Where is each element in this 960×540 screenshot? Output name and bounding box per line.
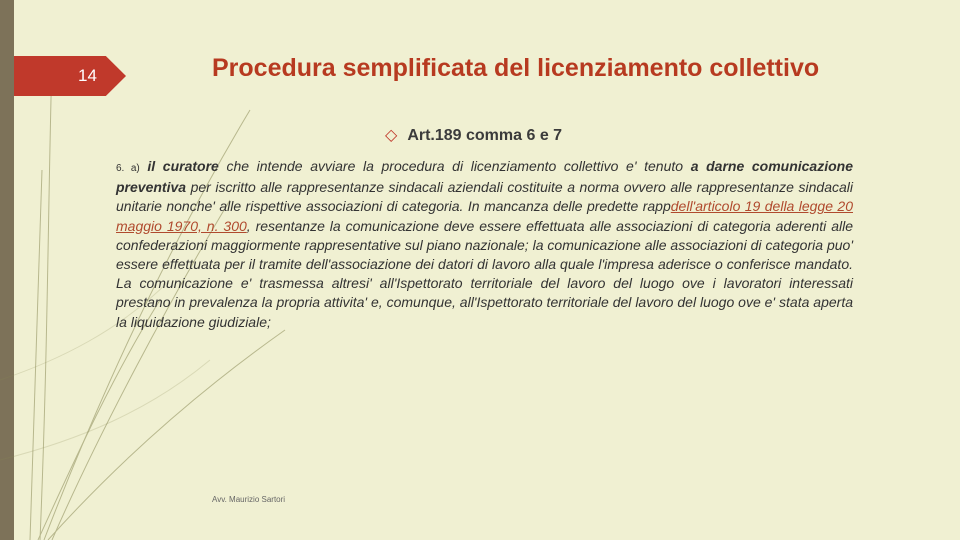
- footer-author: Avv. Maurizio Sartori: [212, 495, 286, 504]
- bold-comunicazione: a darne comunicazione preventiva: [116, 158, 853, 196]
- list-marker: 6. a): [116, 163, 140, 174]
- bold-curatore: il curatore: [147, 158, 219, 174]
- body-text-3: , resentanze la comunicazione deve essere effettuata alle associazioni di categoria aderenti alle confederazioni maggiormente rappresentative sul piano nazionale; la comunicazione alle associazioni di categoria puo' essere effettuata per il tramite dell'associazione dei datori di lavoro alla quale l'impresa aderisce o conferisce mandato. La comunicazione e' trasmessa altresi' all'Ispettorato territoriale del lavoro del luogo ove i lavoratori interessati prestano in prevalenza la propria attivita' e, comunque, all'Ispettorato territoriale del lavoro del luogo ove e' stata aperta la liquidazione giudiziale;: [116, 217, 853, 330]
- body-text-2: per iscritto alle rappresentanze sindacali aziendali costituite a norma ovvero alle rappresentanze sindacali unitarie nonche' alle rispettive associazioni di categoria. In mancanza delle predette rapp: [116, 179, 853, 215]
- diamond-outline-icon: ◇: [385, 127, 398, 144]
- body-paragraph: [116, 157, 853, 332]
- slide-number: 14: [78, 66, 97, 85]
- body-text-1: che intende avviare la procedura di licenziamento collettivo e' tenuto: [218, 158, 691, 174]
- subtitle-text: Art.189 comma 6 e 7: [407, 127, 563, 144]
- slide-number-tab: [14, 56, 126, 96]
- subtitle: [385, 125, 562, 145]
- slide-title: Procedura semplificata del licenziamento collettivo: [212, 54, 820, 82]
- law-reference-link[interactable]: dell'articolo 19 della legge 20 maggio 1970, n. 300: [116, 198, 853, 234]
